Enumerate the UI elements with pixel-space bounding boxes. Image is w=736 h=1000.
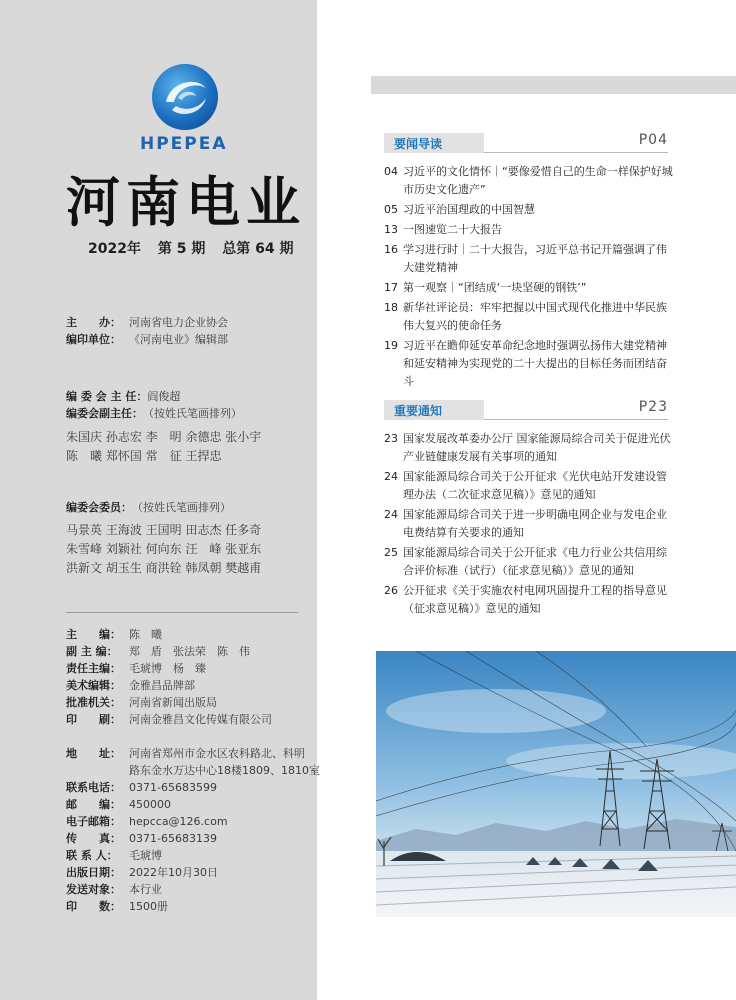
toc-page-number: 04 <box>384 165 398 178</box>
cover-photo-power-pylons <box>376 651 736 917</box>
staff-row <box>66 626 272 643</box>
logo-text: HPEPEA <box>140 134 228 154</box>
distribution: 本行业 <box>129 883 162 896</box>
staff-value: 毛琥博 杨 臻 <box>129 662 206 675</box>
contact-label: 联 系 人： <box>66 849 118 862</box>
staff-value: 陈 曦 <box>129 628 162 641</box>
toc-title: 习近平治国理政的中国智慧 <box>403 203 535 216</box>
toc-title: 一图速览二十大报告 <box>403 223 502 236</box>
address-line: 河南省郑州市金水区农科路北、科明 <box>129 747 305 760</box>
staff-value: 郑 盾 张法荣 陈 伟 <box>129 645 250 658</box>
logo <box>140 64 260 154</box>
contact-phone: 0371-65683599 <box>129 781 217 794</box>
toc-page-number: 16 <box>384 243 398 256</box>
toc-item[interactable] <box>384 241 674 277</box>
staff-label: 副 主 编： <box>66 645 118 658</box>
staff-row <box>66 711 272 728</box>
committee-director-label: 编 委 会 主 任： <box>66 390 148 403</box>
contact-label: 印 数： <box>66 900 121 913</box>
toc-title: 新华社评论员：牢牢把握以中国式现代化推进中华民族伟大复兴的使命任务 <box>403 301 667 332</box>
staff-value: 河南省新闻出版局 <box>129 696 217 709</box>
contact-label: 电子邮箱： <box>66 815 121 828</box>
toc-page-number: 19 <box>384 339 398 352</box>
staff-label: 批准机关： <box>66 696 121 709</box>
toc-item[interactable] <box>384 468 674 504</box>
toc-notices <box>384 430 674 620</box>
toc-item[interactable] <box>384 337 674 391</box>
logo-swirl-icon <box>152 64 218 130</box>
header-bar <box>371 76 736 94</box>
toc-page-number: 13 <box>384 223 398 236</box>
toc-title: 国家能源局综合司关于公开征求《电力行业公共信用综合评价标准（试行）（征求意见稿）》意见的通知 <box>403 546 667 577</box>
magazine-title: 河南电业 <box>66 170 306 234</box>
committee-members-label: 编委会委员： <box>66 501 132 514</box>
editor-unit-label: 编印单位： <box>66 333 121 346</box>
toc-title: 习近平的文化情怀｜“要像爱惜自己的生命一样保护好城市历史文化遗产” <box>403 165 673 196</box>
print-run: 1500册 <box>129 900 168 913</box>
toc-item[interactable] <box>384 582 674 618</box>
staff-value: 河南金雅昌文化传媒有限公司 <box>129 713 272 726</box>
staff-value: 金雅昌品牌部 <box>129 679 195 692</box>
section-page: P23 <box>638 399 668 415</box>
section-title: 重要通知 <box>394 404 443 418</box>
sponsor-block <box>66 314 228 348</box>
contact-row <box>66 864 320 881</box>
toc-page-number: 25 <box>384 546 398 559</box>
committee-members-note: （按姓氏笔画排列） <box>132 501 231 514</box>
toc-item[interactable] <box>384 544 674 580</box>
address-label: 地 址： <box>66 747 121 760</box>
toc-title: 第一观察｜“团结成‘一块坚硬的钢铁’” <box>403 281 587 294</box>
toc-item[interactable] <box>384 201 674 219</box>
deputy-names-line: 陈 曦 郑怀国 常 征 王捍忠 <box>66 449 222 463</box>
member-names-line: 洪新文 胡玉生 商洪铨 韩凤朝 樊越甫 <box>66 561 262 575</box>
publish-date: 2022年10月30日 <box>129 866 218 879</box>
staff-label: 美术编辑： <box>66 679 121 692</box>
toc-title: 国家发展改革委办公厅 国家能源局综合司关于促进光伏产业链健康发展有关事项的通知 <box>403 432 671 463</box>
deputy-names <box>66 428 261 466</box>
members-block <box>66 499 261 578</box>
address-row <box>66 745 320 779</box>
editor-unit-value: 《河南电业》编辑部 <box>129 333 228 346</box>
contact-block <box>66 745 320 915</box>
committee-members-row <box>66 499 261 516</box>
contact-label: 邮 编： <box>66 798 121 811</box>
contact-label: 联系电话： <box>66 781 121 794</box>
toc-title: 习近平在瞻仰延安革命纪念地时强调弘扬伟大建党精神和延安精神为实现党的二十大提出的目标任务而团结奋斗 <box>403 339 667 388</box>
toc-item[interactable] <box>384 299 674 335</box>
deputy-names-line: 朱国庆 孙志宏 李 明 余德忠 张小宇 <box>66 430 262 444</box>
sponsor-label: 主 办： <box>66 316 121 329</box>
toc-page-number: 17 <box>384 281 398 294</box>
section-header-news <box>384 133 668 153</box>
committee-director-value: 阎俊超 <box>147 390 181 403</box>
issue-number: 第 5 期 <box>157 241 206 257</box>
staff-label: 印 刷： <box>66 713 121 726</box>
contact-row <box>66 779 320 796</box>
contact-row <box>66 813 320 830</box>
address-line: 路东金水万达中心18楼1809、1810室 <box>129 764 320 777</box>
sponsor-value: 河南省电力企业协会 <box>129 316 228 329</box>
toc-title: 学习进行时｜二十大报告，习近平总书记开篇强调了伟大建党精神 <box>403 243 667 274</box>
staff-label: 责任主编： <box>66 662 121 675</box>
staff-label: 主 编： <box>66 628 121 641</box>
address-value <box>129 745 320 779</box>
toc-item[interactable] <box>384 430 674 466</box>
toc-title: 国家能源局综合司关于公开征求《光伏电站开发建设管理办法（二次征求意见稿）》意见的通知 <box>403 470 667 501</box>
section-header-notices <box>384 400 668 420</box>
divider <box>66 612 298 613</box>
member-names-line: 马景英 王海波 王国明 田志杰 任多奇 <box>66 523 262 537</box>
sponsor-row <box>66 314 228 331</box>
toc-page-number: 26 <box>384 584 398 597</box>
contact-row <box>66 830 320 847</box>
contact-row <box>66 847 320 864</box>
toc-news <box>384 163 674 393</box>
issue-line <box>88 238 305 258</box>
contact-row <box>66 881 320 898</box>
toc-item[interactable] <box>384 506 674 542</box>
staff-block <box>66 626 272 728</box>
contact-person: 毛琥博 <box>129 849 162 862</box>
member-names <box>66 521 261 578</box>
committee-deputy-row <box>66 405 261 422</box>
toc-page-number: 05 <box>384 203 398 216</box>
toc-item[interactable] <box>384 163 674 199</box>
staff-row <box>66 643 272 660</box>
contact-label: 出版日期： <box>66 866 121 879</box>
toc-title: 国家能源局综合司关于进一步明确电网企业与发电企业电费结算有关要求的通知 <box>403 508 667 539</box>
section-title: 要闻导读 <box>394 137 443 151</box>
contact-fax: 0371-65683139 <box>129 832 217 845</box>
committee-deputy-label: 编委会副主任： <box>66 407 143 420</box>
toc-page-number: 24 <box>384 470 398 483</box>
staff-row <box>66 660 272 677</box>
toc-page-number: 24 <box>384 508 398 521</box>
total-issue: 总第 64 期 <box>222 241 294 257</box>
contact-row <box>66 796 320 813</box>
masthead-panel <box>0 0 320 1000</box>
toc-item[interactable] <box>384 279 674 297</box>
contact-label: 传 真： <box>66 832 121 845</box>
staff-row <box>66 694 272 711</box>
staff-row <box>66 677 272 694</box>
toc-page-number: 18 <box>384 301 398 314</box>
member-names-line: 朱雪峰 刘颖社 何向东 汪 峰 张亚东 <box>66 542 262 556</box>
toc-title: 公开征求《关于实施农村电网巩固提升工程的指导意见（征求意见稿）》意见的通知 <box>403 584 667 615</box>
editor-unit-row <box>66 331 228 348</box>
section-page: P04 <box>638 132 668 148</box>
contact-email: hepcca@126.com <box>129 815 228 828</box>
toc-item[interactable] <box>384 221 674 239</box>
committee-deputy-note: （按姓氏笔画排列） <box>143 407 242 420</box>
contact-row <box>66 898 320 915</box>
committee-block <box>66 388 261 466</box>
contact-label: 发送对象： <box>66 883 121 896</box>
committee-director-row <box>66 388 261 405</box>
issue-year: 2022年 <box>88 241 141 257</box>
toc-page-number: 23 <box>384 432 398 445</box>
contact-postcode: 450000 <box>129 798 171 811</box>
